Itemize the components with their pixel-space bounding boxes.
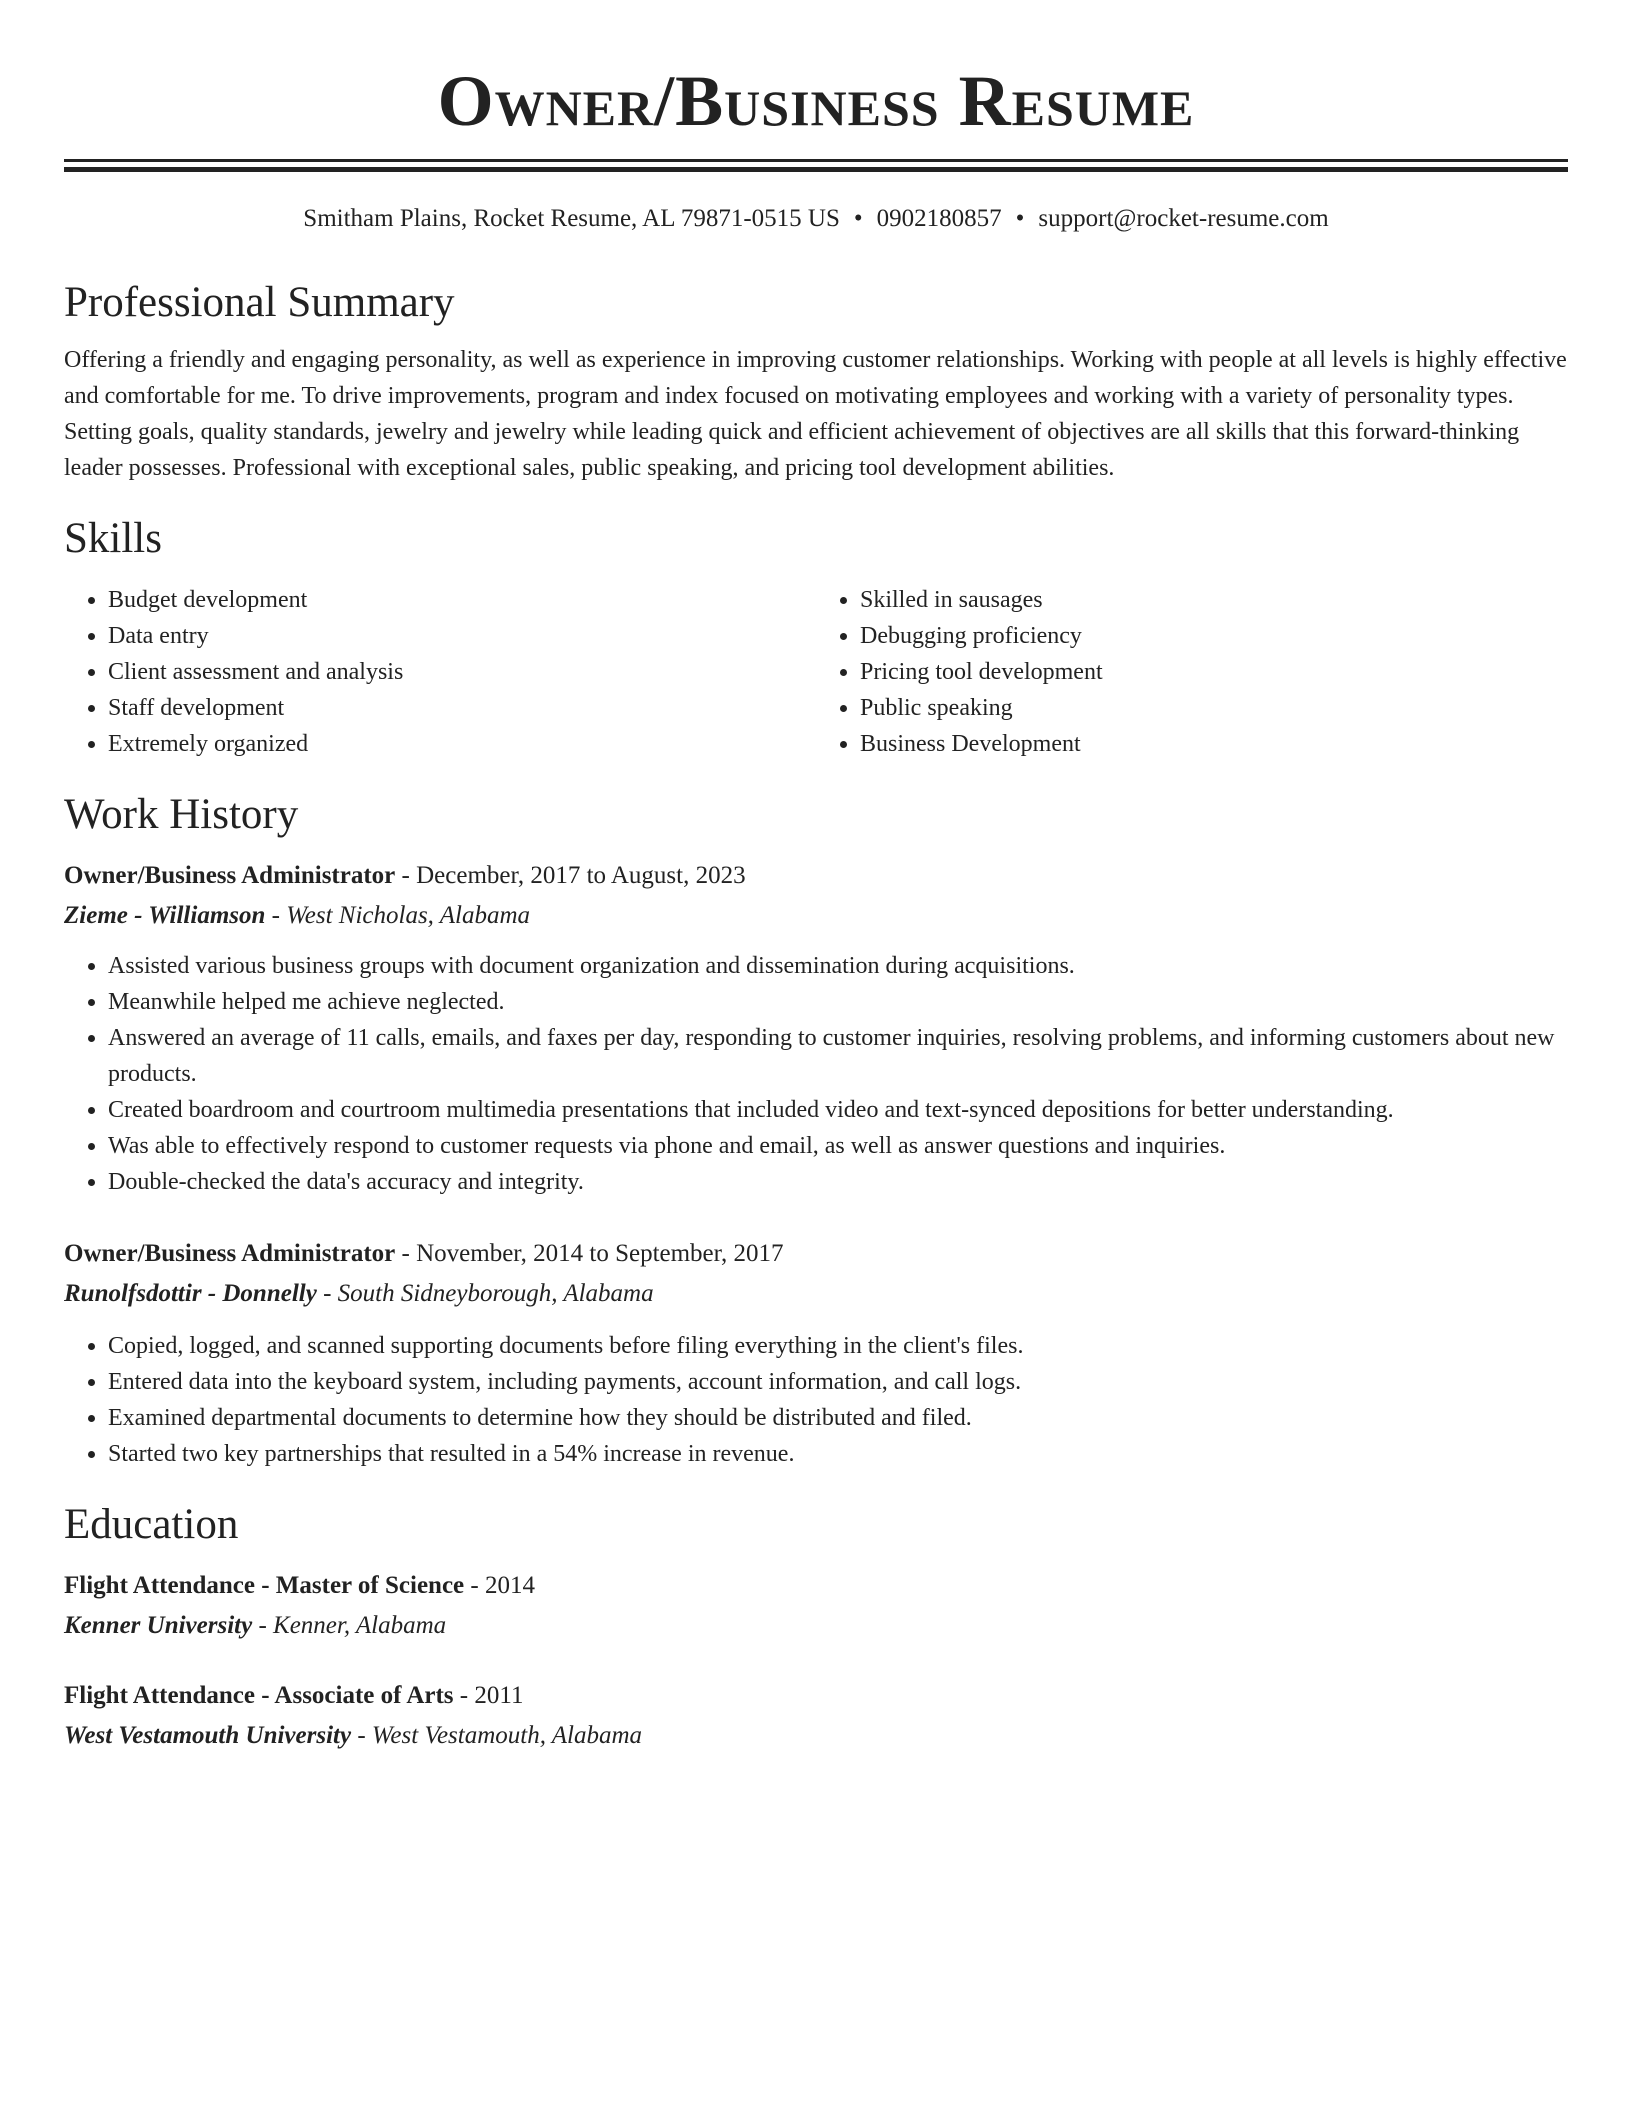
education-entry: [64, 1676, 1568, 1756]
job-company: Zieme - Williamson: [64, 902, 266, 929]
degree-line: [64, 1676, 1568, 1716]
summary-heading: Professional Summary: [64, 279, 455, 326]
skill-item: • Budget development: [108, 582, 816, 618]
degree-year: - 2011: [453, 1682, 524, 1709]
skills-section: [64, 512, 1568, 762]
job-bullet: • Answered an average of 11 calls, emails, and faxes per day, responding to customer inquiries, resolving problems, and informing customers about new products.: [108, 1020, 1568, 1092]
school-location: - Kenner, Alabama: [252, 1612, 447, 1639]
skills-left-list: [64, 582, 816, 762]
job-title: Owner/Business Administrator: [64, 1240, 396, 1267]
job-bullet: • Assisted various business groups with document organization and dissemination during acquisitions.: [108, 948, 1568, 984]
degree-name: Flight Attendance - Associate of Arts: [64, 1682, 454, 1709]
title-rule-thin: [64, 159, 1568, 162]
job-bullets: [64, 948, 1568, 1200]
contact-line: [64, 202, 1568, 236]
skills-heading: Skills: [64, 515, 162, 562]
job-title-line: [64, 856, 1568, 896]
job-entry: [64, 856, 1568, 1200]
skill-item: • Public speaking: [860, 690, 1568, 726]
degree-name: Flight Attendance - Master of Science: [64, 1572, 465, 1599]
skill-item: • Debugging proficiency: [860, 618, 1568, 654]
job-location: - South Sidneyborough, Alabama: [316, 1280, 654, 1307]
skill-item: • Staff development: [108, 690, 816, 726]
job-company: Runolfsdottir - Donnelly: [64, 1280, 317, 1307]
work-history-heading: Work History: [64, 791, 299, 838]
degree-line: [64, 1566, 1568, 1606]
job-bullet: • Entered data into the keyboard system, including payments, account information, and call logs.: [108, 1364, 1568, 1400]
job-bullet: • Was able to effectively respond to customer requests via phone and email, as well as answer questions and inquiries.: [108, 1128, 1568, 1164]
education-entry: [64, 1566, 1568, 1646]
job-entry: [64, 1234, 1568, 1472]
school-name: West Vestamouth University: [64, 1722, 352, 1749]
summary-section: [64, 276, 1568, 486]
title-rule-thick: [64, 167, 1568, 172]
education-section: [64, 1498, 1568, 1756]
job-dates: - December, 2017 to August, 2023: [395, 862, 746, 889]
job-dates: - November, 2014 to September, 2017: [395, 1240, 784, 1267]
contact-email: support@rocket-resume.com: [1038, 205, 1329, 232]
resume-title: Owner/Business Resume: [437, 61, 1195, 141]
skill-item: • Skilled in sausages: [860, 582, 1568, 618]
job-bullet: • Started two key partnerships that resulted in a 54% increase in revenue.: [108, 1436, 1568, 1472]
skill-item: • Extremely organized: [108, 726, 816, 762]
summary-text: Offering a friendly and engaging personality, as well as experience in improving customer relationships. Working with people at all levels is highly effective and comfortable for me. To drive improvements, program and index focused on motivating employees and working with a variety of personality types. Setting goals, quality standards, jewelry and jewelry while leading quick and efficient achievement of objectives are all skills that this forward-thinking leader possesses. Professional with exceptional sales, public speaking, and pricing tool development abilities.: [64, 347, 1567, 481]
education-heading: Education: [64, 1501, 239, 1548]
job-location: - West Nicholas, Alabama: [265, 902, 530, 929]
contact-address: Smitham Plains, Rocket Resume, AL 79871-0515 US: [303, 205, 840, 232]
job-company-line: [64, 896, 1568, 936]
school-location: - West Vestamouth, Alabama: [351, 1722, 643, 1749]
job-bullets: [64, 1328, 1568, 1472]
job-bullet: • Double-checked the data's accuracy and integrity.: [108, 1164, 1568, 1200]
job-bullet: • Examined departmental documents to determine how they should be distributed and filed.: [108, 1400, 1568, 1436]
skill-item: • Business Development: [860, 726, 1568, 762]
skills-grid: [64, 582, 1568, 762]
job-title-line: [64, 1234, 1568, 1274]
job-company-line: [64, 1274, 1568, 1314]
contact-separator: •: [1015, 205, 1025, 232]
skill-item: • Data entry: [108, 618, 816, 654]
job-title: Owner/Business Administrator: [64, 862, 396, 889]
job-bullet: • Meanwhile helped me achieve neglected.: [108, 984, 1568, 1020]
skill-item: • Client assessment and analysis: [108, 654, 816, 690]
skill-item: • Pricing tool development: [860, 654, 1568, 690]
school-line: [64, 1716, 1568, 1756]
work-history-section: [64, 788, 1568, 1472]
school-name: Kenner University: [64, 1612, 253, 1639]
contact-phone: 0902180857: [876, 205, 1002, 232]
school-line: [64, 1606, 1568, 1646]
job-bullet: • Created boardroom and courtroom multimedia presentations that included video and text-synced depositions for better understanding.: [108, 1092, 1568, 1128]
skills-right-list: [816, 582, 1568, 762]
job-bullet: • Copied, logged, and scanned supporting documents before filing everything in the client's files.: [108, 1328, 1568, 1364]
degree-year: - 2014: [464, 1572, 535, 1599]
contact-separator: •: [853, 205, 863, 232]
